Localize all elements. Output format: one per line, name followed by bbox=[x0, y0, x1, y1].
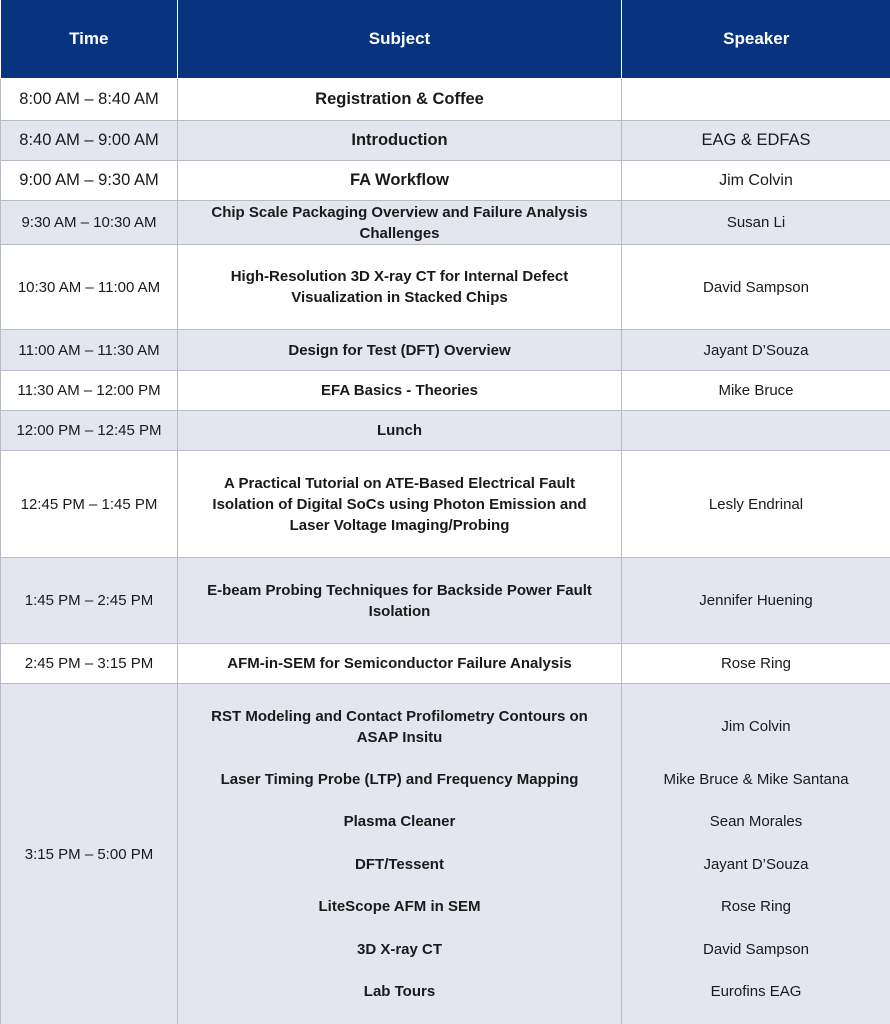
time-cell: 3:15 PM – 5:00 PM bbox=[1, 684, 178, 1024]
speaker-cell: Jayant D’Souza bbox=[622, 330, 890, 371]
speaker-cell: Jennifer Huening bbox=[622, 558, 890, 644]
subject-cell: AFM-in-SEM for Semiconductor Failure Analysis bbox=[178, 644, 622, 684]
session-subject: Laser Timing Probe (LTP) and Frequency Mapping bbox=[220, 770, 579, 788]
session-speaker: Jayant D’Souza bbox=[703, 855, 809, 873]
table-row bbox=[1, 451, 890, 558]
subject-cell bbox=[178, 684, 622, 1024]
subject-cell: Registration & Coffee bbox=[178, 79, 622, 121]
session-speaker: Sean Morales bbox=[709, 813, 803, 831]
subject-cell: Lunch bbox=[178, 411, 622, 451]
time-cell: 11:30 AM – 12:00 PM bbox=[1, 371, 178, 411]
speaker-column-header: Speaker bbox=[622, 0, 890, 79]
time-cell: 10:30 AM – 11:00 AM bbox=[1, 245, 178, 330]
session-subject: Lab Tours bbox=[363, 983, 436, 1001]
session-subject: RST Modeling and Contact Profilometry Contours on ASAP Insitu bbox=[211, 707, 588, 746]
speaker-cell: Lesly Endrinal bbox=[622, 451, 890, 558]
header-row bbox=[1, 0, 890, 79]
speaker-cell: Mike Bruce bbox=[622, 371, 890, 411]
table-row bbox=[1, 411, 890, 451]
time-cell: 8:40 AM – 9:00 AM bbox=[1, 121, 178, 161]
table-row bbox=[1, 201, 890, 245]
session-subject: 3D X-ray CT bbox=[356, 940, 443, 958]
table-row bbox=[1, 245, 890, 330]
table-row bbox=[1, 684, 890, 1024]
session-speaker: Mike Bruce & Mike Santana bbox=[663, 770, 849, 788]
subject-cell: E-beam Probing Techniques for Backside Power Fault Isolation bbox=[178, 558, 622, 644]
session-speaker: Jim Colvin bbox=[721, 718, 791, 735]
subject-cell: Chip Scale Packaging Overview and Failure Analysis Challenges bbox=[178, 201, 622, 245]
subject-cell: Design for Test (DFT) Overview bbox=[178, 330, 622, 371]
subject-cell: A Practical Tutorial on ATE-Based Electrical Fault Isolation of Digital SoCs using Photon Emission and Laser Voltage Imaging/Probing bbox=[178, 451, 622, 558]
session-subject-list bbox=[192, 695, 607, 1013]
speaker-cell: Susan Li bbox=[622, 201, 890, 245]
table-row bbox=[1, 161, 890, 201]
speaker-cell bbox=[622, 411, 890, 451]
session-subject: DFT/Tessent bbox=[355, 855, 444, 873]
session-subject: LiteScope AFM in SEM bbox=[318, 898, 481, 916]
session-speaker: Eurofins EAG bbox=[710, 983, 802, 1001]
speaker-cell bbox=[622, 79, 890, 121]
table-row bbox=[1, 330, 890, 371]
table-row bbox=[1, 79, 890, 121]
speaker-cell: EAG & EDFAS bbox=[622, 121, 890, 161]
time-cell: 8:00 AM – 8:40 AM bbox=[1, 79, 178, 121]
session-speaker-list bbox=[632, 695, 880, 1013]
subject-column-header: Subject bbox=[178, 0, 622, 79]
time-cell: 11:00 AM – 11:30 AM bbox=[1, 330, 178, 371]
speaker-cell: Jim Colvin bbox=[622, 161, 890, 201]
speaker-cell: Rose Ring bbox=[622, 644, 890, 684]
session-speaker: Rose Ring bbox=[720, 898, 792, 916]
subject-cell: High-Resolution 3D X-ray CT for Internal Defect Visualization in Stacked Chips bbox=[178, 245, 622, 330]
time-column-header: Time bbox=[1, 0, 178, 79]
subject-cell: FA Workflow bbox=[178, 161, 622, 201]
subject-cell: Introduction bbox=[178, 121, 622, 161]
session-speaker: David Sampson bbox=[703, 940, 809, 958]
time-cell: 1:45 PM – 2:45 PM bbox=[1, 558, 178, 644]
time-cell: 9:00 AM – 9:30 AM bbox=[1, 161, 178, 201]
table-row bbox=[1, 644, 890, 684]
speaker-cell bbox=[622, 684, 890, 1024]
time-cell: 12:45 PM – 1:45 PM bbox=[1, 451, 178, 558]
table-row bbox=[1, 121, 890, 161]
session-subject: Plasma Cleaner bbox=[343, 813, 456, 831]
table-row bbox=[1, 371, 890, 411]
time-cell: 2:45 PM – 3:15 PM bbox=[1, 644, 178, 684]
subject-cell: EFA Basics - Theories bbox=[178, 371, 622, 411]
time-cell: 9:30 AM – 10:30 AM bbox=[1, 201, 178, 245]
table-row bbox=[1, 558, 890, 644]
time-cell: 12:00 PM – 12:45 PM bbox=[1, 411, 178, 451]
speaker-cell: David Sampson bbox=[622, 245, 890, 330]
